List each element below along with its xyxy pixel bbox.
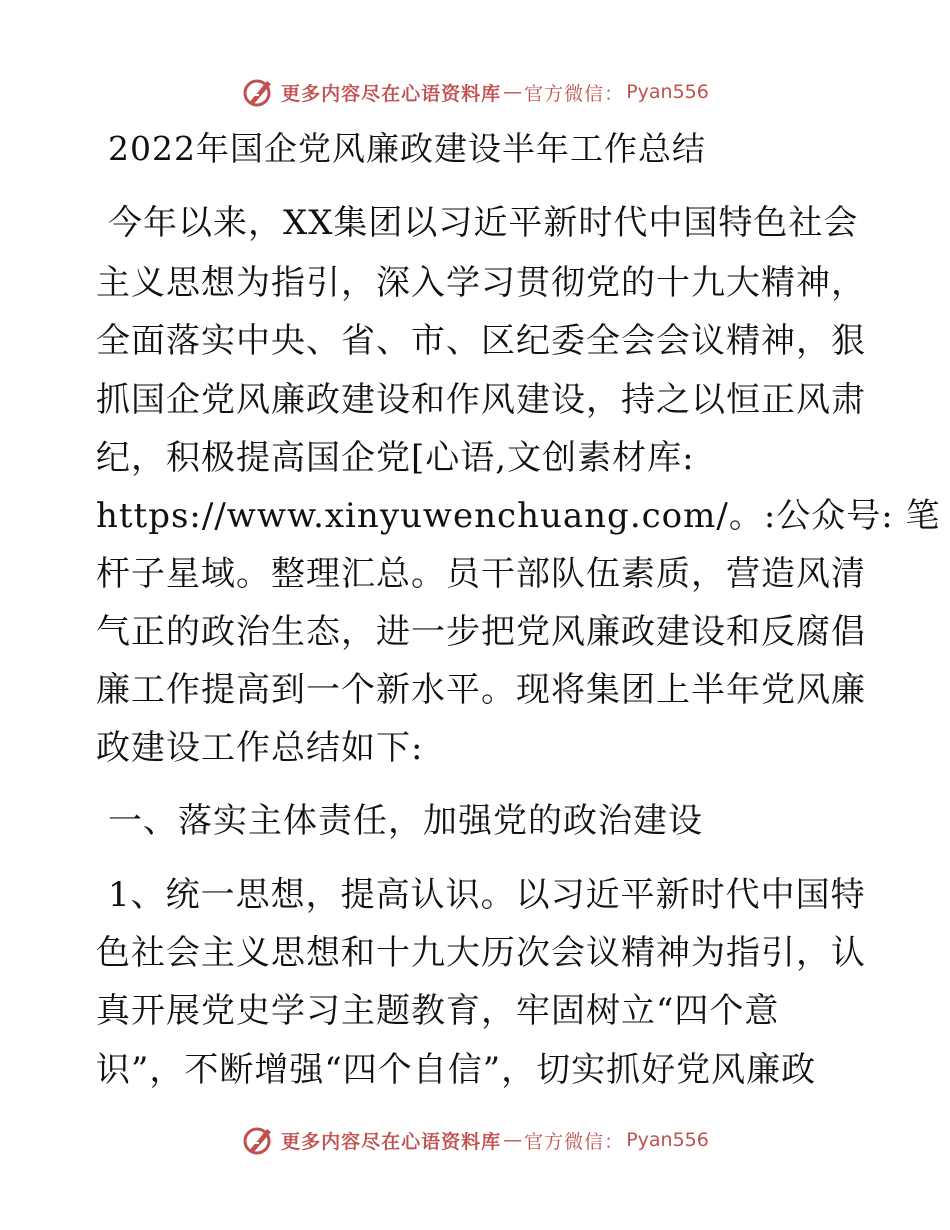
intro-line: 抓国企党风廉政建设和作风建设，持之以恒正风肃 bbox=[96, 380, 866, 420]
intro-line: 政建设工作总结如下: bbox=[96, 728, 424, 768]
item1-line: 色社会主义思想和十九大历次会议精神为指引，认 bbox=[96, 933, 866, 973]
document-title: 2022年国企党风廉政建设半年工作总结 bbox=[108, 129, 706, 168]
intro-line: https://www.xinyuwenchuang.com/。:公众号: 笔 bbox=[96, 496, 941, 536]
intro-line: 主义思想为指引，深入学习贯彻党的十九大精神， bbox=[96, 263, 866, 303]
item1-line: 真开展党史学习主题教育，牢固树立“四个意 bbox=[96, 991, 780, 1031]
watermark-dash: — bbox=[503, 81, 523, 103]
intro-line: 全面落实中央、省、市、区纪委全会会议精神，狠 bbox=[96, 321, 866, 361]
intro-line: 纪，积极提高国企党[心语,文创素材库: bbox=[96, 438, 695, 478]
intro-line: 今年以来，XX集团以习近平新时代中国特色社会 bbox=[108, 203, 859, 243]
watermark-main-text: 更多内容尽在心语资料库 bbox=[281, 1130, 502, 1153]
watermark-wechat-id: Pyan556 bbox=[626, 81, 709, 103]
quill-logo-icon bbox=[241, 1123, 275, 1157]
watermark-wechat-id: Pyan556 bbox=[626, 1129, 709, 1151]
watermark-main-text: 更多内容尽在心语资料库 bbox=[281, 82, 502, 105]
watermark-dash: — bbox=[503, 1129, 523, 1151]
item1-line: 识”，不断增强“四个自信”，切实抓好党风廉政 bbox=[96, 1050, 817, 1090]
intro-line: 廉工作提高到一个新水平。现将集团上半年党风廉 bbox=[96, 670, 866, 710]
intro-line: 杆子星域。整理汇总。员干部队伍素质，营造风清 bbox=[96, 554, 866, 594]
section-heading: 一、落实主体责任，加强党的政治建设 bbox=[108, 801, 703, 841]
watermark-wechat-label: 官方微信： bbox=[524, 82, 625, 105]
watermark-footer bbox=[0, 1120, 950, 1160]
item1-line: 1、统一思想，提高认识。以习近平新时代中国特 bbox=[108, 875, 866, 915]
watermark-wechat-label: 官方微信： bbox=[524, 1130, 625, 1153]
intro-line: 气正的政治生态，进一步把党风廉政建设和反腐倡 bbox=[96, 612, 866, 652]
